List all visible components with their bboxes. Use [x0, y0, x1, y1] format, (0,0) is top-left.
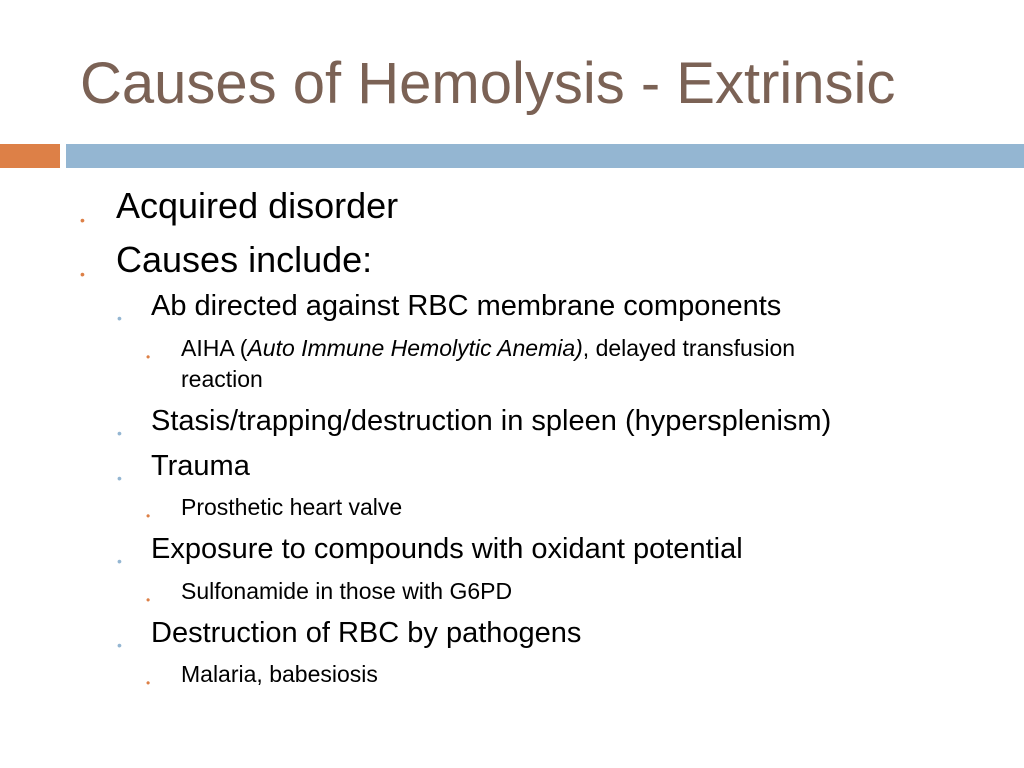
- bullet-text: Exposure to compounds with oxidant potential: [151, 533, 743, 565]
- bullet-icon: •: [146, 509, 151, 523]
- bullet-icon: •: [117, 425, 122, 441]
- bullet-text: Causes include:: [116, 239, 373, 280]
- bullet-text: Destruction of RBC by pathogens: [151, 617, 582, 649]
- bullet-text: Trauma: [151, 450, 250, 482]
- aiha-suffix: , delayed transfusion: [582, 335, 796, 361]
- bullet-text: [181, 333, 795, 364]
- bullet-icon: •: [146, 350, 151, 364]
- bullet-text-continuation: reaction: [181, 366, 263, 392]
- bullet-icon: •: [117, 310, 122, 326]
- accent-bar-blue: [66, 144, 1024, 168]
- slide-title: Causes of Hemolysis - Extrinsic: [80, 51, 896, 116]
- bullet-icon: •: [117, 470, 122, 486]
- bullet-text: Stasis/trapping/destruction in spleen (hypersplenism): [151, 405, 832, 437]
- bullet-text: Prosthetic heart valve: [181, 494, 403, 520]
- bullet-icon: •: [117, 553, 122, 569]
- bullet-icon: •: [146, 593, 151, 607]
- aiha-expansion: Auto Immune Hemolytic Anemia): [247, 335, 583, 361]
- bullet-text: Acquired disorder: [116, 185, 399, 226]
- bullet-icon: •: [80, 212, 85, 228]
- bullet-icon: •: [146, 676, 151, 690]
- bullet-text: Malaria, babesiosis: [181, 661, 378, 687]
- bullet-text: Sulfonamide in those with G6PD: [181, 578, 513, 604]
- accent-bar-orange: [0, 144, 60, 168]
- bullet-icon: •: [80, 266, 85, 282]
- bullet-icon: •: [117, 637, 122, 653]
- aiha-prefix: AIHA (: [181, 335, 248, 361]
- bullet-text: Ab directed against RBC membrane components: [151, 290, 782, 322]
